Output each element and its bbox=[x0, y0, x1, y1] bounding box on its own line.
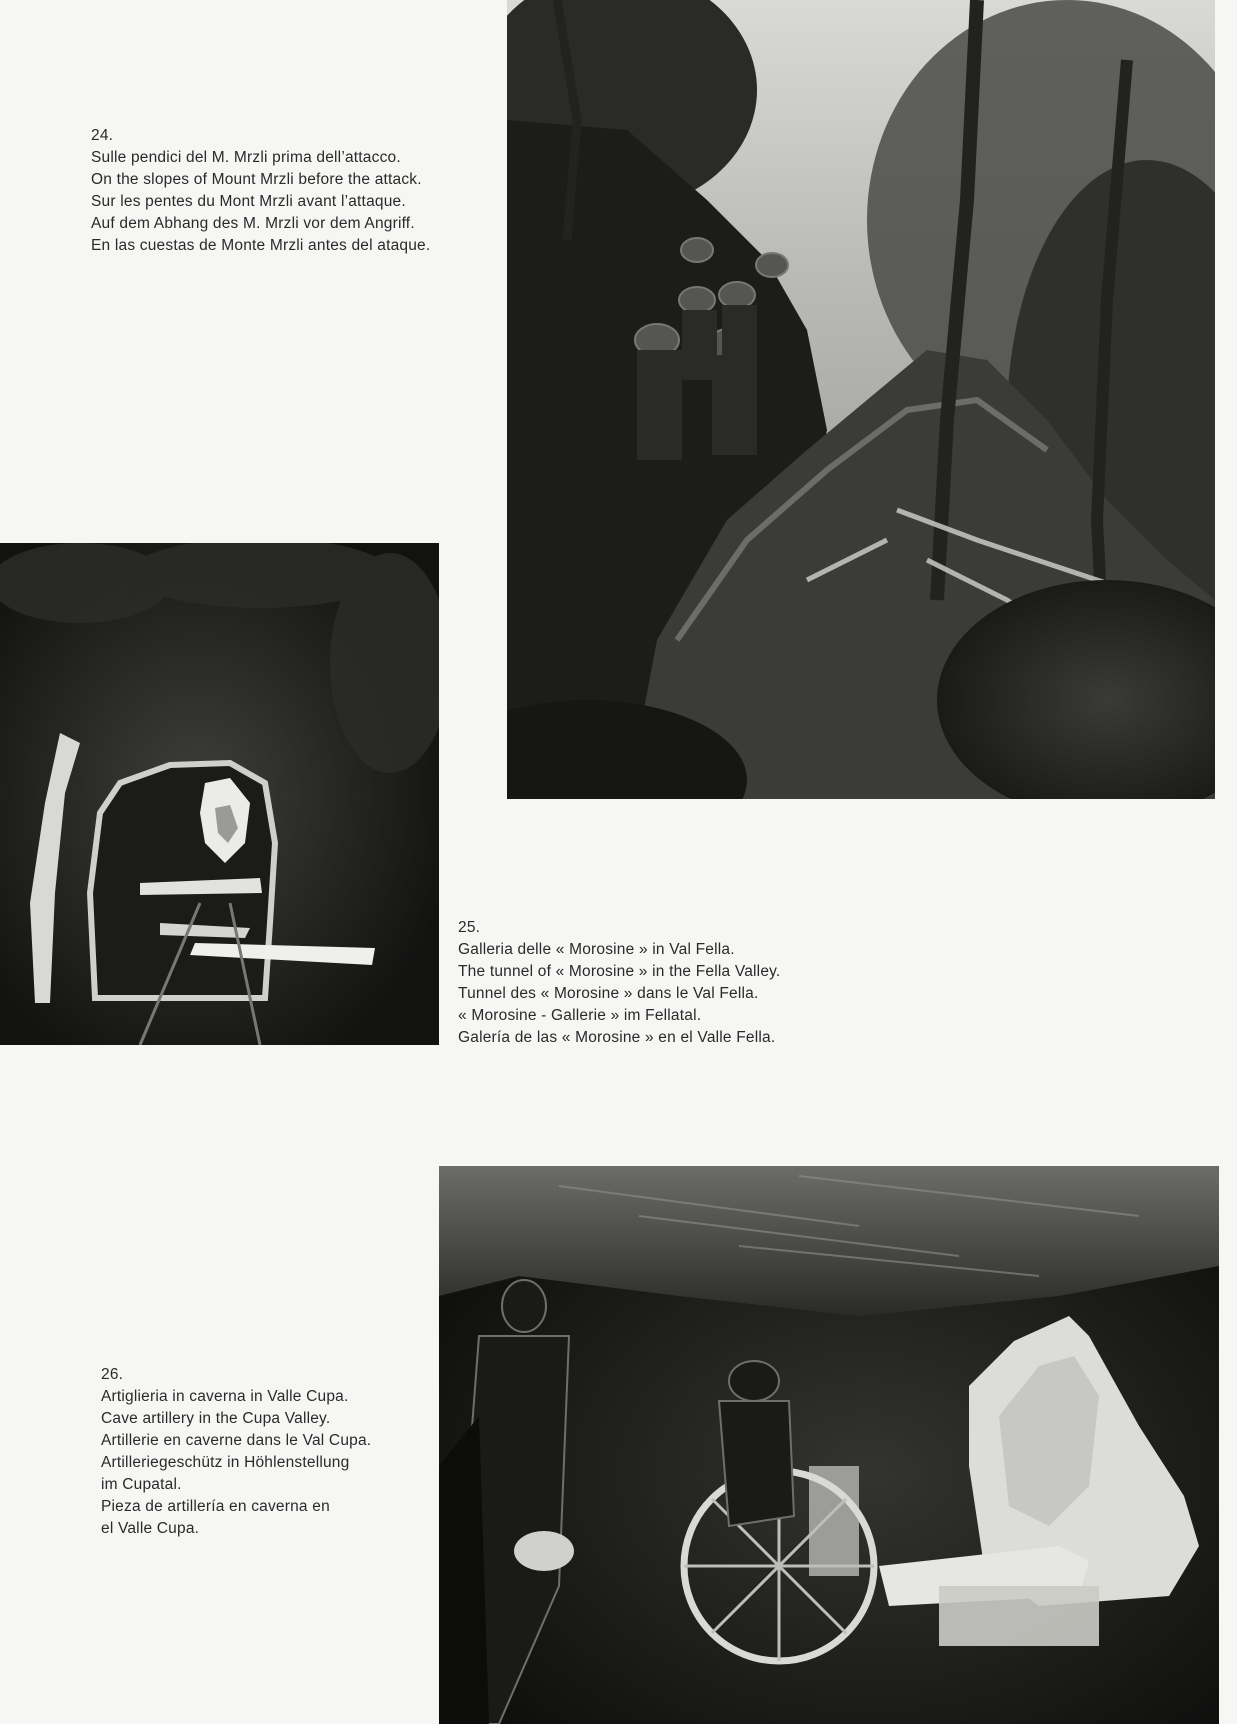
caption-line-spanish: Galería de las « Morosine » en el Valle Fella. bbox=[458, 1029, 776, 1046]
caption-line-italian: Artiglieria in caverna in Valle Cupa. bbox=[101, 1388, 349, 1405]
caption-line-english: On the slopes of Mount Mrzli before the attack. bbox=[91, 171, 422, 188]
caption-figure-26 bbox=[101, 1364, 371, 1540]
figure-number: 26. bbox=[101, 1366, 124, 1383]
caption-line-italian: Sulle pendici del M. Mrzli prima dell’attacco. bbox=[91, 149, 401, 166]
caption-line-french: Artillerie en caverne dans le Val Cupa. bbox=[101, 1432, 372, 1449]
photo-cave-artillery bbox=[439, 1166, 1219, 1724]
tunnel-photo-image bbox=[0, 543, 439, 1045]
caption-line-english: Cave artillery in the Cupa Valley. bbox=[101, 1410, 331, 1427]
figure-number: 25. bbox=[458, 919, 481, 936]
caption-line-english: The tunnel of « Morosine » in the Fella Valley. bbox=[458, 963, 781, 980]
figure-number: 24. bbox=[91, 127, 114, 144]
caption-figure-25 bbox=[458, 917, 780, 1049]
caption-line-spanish: En las cuestas de Monte Mrzli antes del ataque. bbox=[91, 237, 431, 254]
photo-soldiers-in-trench bbox=[507, 0, 1215, 799]
trench-photo-image bbox=[507, 0, 1215, 799]
artillery-photo-image bbox=[439, 1166, 1219, 1724]
caption-line-german-cont: im Cupatal. bbox=[101, 1476, 182, 1493]
caption-line-german: Auf dem Abhang des M. Mrzli vor dem Angriff. bbox=[91, 215, 415, 232]
caption-line-german: « Morosine - Gallerie » im Fellatal. bbox=[458, 1007, 702, 1024]
caption-line-french: Tunnel des « Morosine » dans le Val Fella. bbox=[458, 985, 759, 1002]
caption-line-spanish: Pieza de artillería en caverna en bbox=[101, 1498, 330, 1515]
caption-line-italian: Galleria delle « Morosine » in Val Fella. bbox=[458, 941, 735, 958]
caption-line-german: Artilleriegeschütz in Höhlenstellung bbox=[101, 1454, 350, 1471]
caption-line-french: Sur les pentes du Mont Mrzli avant l’attaque. bbox=[91, 193, 406, 210]
photo-tunnel-morosine bbox=[0, 543, 439, 1045]
caption-figure-24 bbox=[91, 125, 430, 257]
caption-line-spanish-cont: el Valle Cupa. bbox=[101, 1520, 200, 1537]
